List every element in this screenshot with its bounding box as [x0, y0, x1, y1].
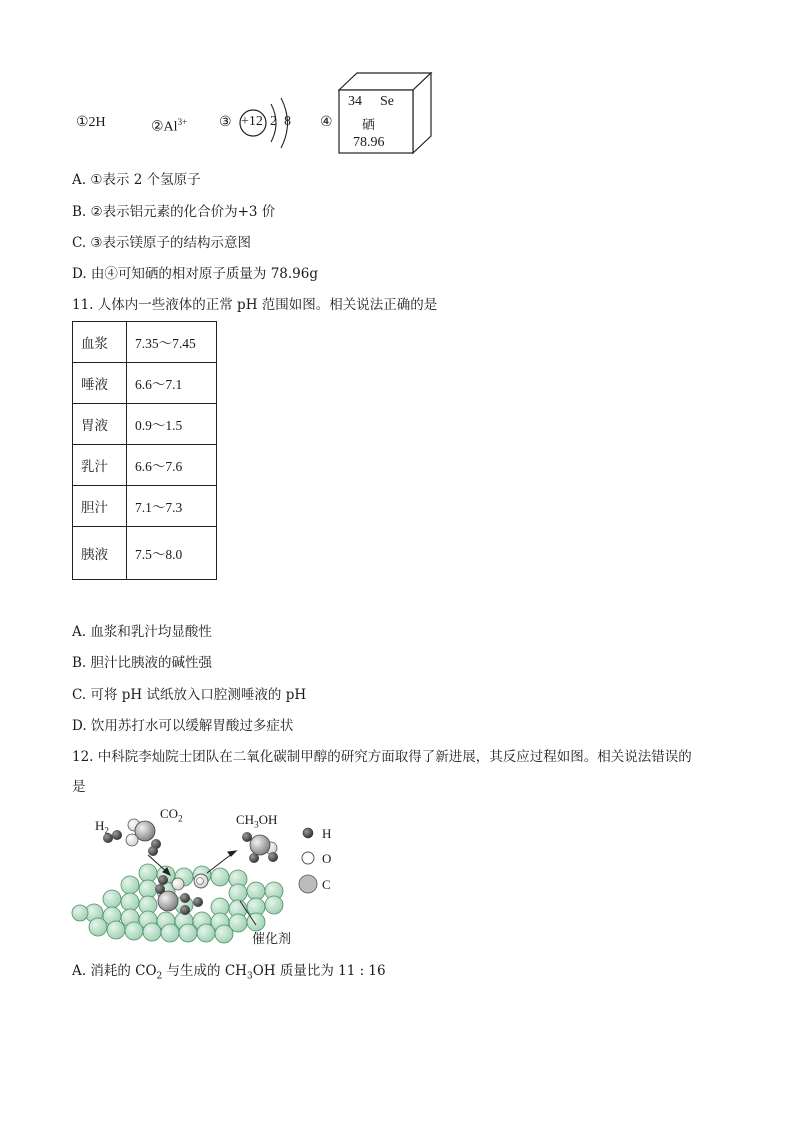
symbol-3-prefix: ③	[219, 115, 232, 130]
table-row: 胆汁 7.1～7.3	[73, 486, 217, 527]
q11-option-a: A. 血浆和乳汁均显酸性	[72, 624, 212, 640]
q10-option-b: B. ②表示铝元素的化合价为+3 价	[72, 204, 276, 220]
q11-option-b: B. 胆汁比胰液的碱性强	[72, 655, 213, 671]
symbol-al3plus: $②Al^{3+}$	[151, 117, 188, 135]
q10-option-c: C. ③表示镁原子的结构示意图	[72, 235, 252, 251]
q12-option-a: A. 消耗的 $CO_2$ 与生成的 $CH_3OH$ 质量比为 11 : 16	[72, 963, 386, 982]
label-ch3oh: $CH_3OH$	[236, 812, 278, 830]
label-catalyst: 催化剂	[252, 932, 292, 947]
q10-option-d: D. 由④可知硒的相对原子质量为 78.96g	[72, 266, 319, 282]
element-symbol: Se	[380, 94, 394, 109]
q12-stem-line2: 是	[72, 779, 86, 795]
q11-option-c: C. 可将 pH 试纸放入口腔测唾液的 pH	[72, 687, 307, 703]
q11-stem: 11. 人体内一些液体的正常 pH 范围如图。相关说法正确的是	[72, 297, 438, 313]
label-h2: $H_2$	[95, 818, 109, 836]
co2-molecule	[126, 819, 161, 856]
q12-stem-line1: 12. 中科院李灿院士团队在二氧化碳制甲醇的研究方面取得了新进展，其反应过程如图。相关说法错误的	[72, 749, 692, 765]
table-row: 胃液 0.9～1.5	[73, 404, 217, 445]
element-mass: 78.96	[353, 135, 385, 150]
adsorbed-molecules	[155, 874, 208, 915]
shell-2-electrons: 8	[284, 114, 291, 129]
ch3oh-molecule	[242, 832, 278, 863]
symbol-2h: ①2H	[76, 115, 106, 130]
nucleus-charge: +12	[241, 114, 263, 129]
legend-h: H	[322, 826, 332, 841]
ph-table	[72, 321, 217, 580]
q11-option-d: D. 饮用苏打水可以缓解胃酸过多症状	[72, 718, 294, 734]
table-row: 乳汁 6.6～7.6	[73, 445, 217, 486]
label-co2: $CO_2$	[160, 806, 183, 824]
table-row: 胰液 7.5～8.0	[73, 527, 217, 580]
atom-legend-symbols	[296, 823, 322, 895]
element-name: 硒	[362, 118, 376, 133]
symbol-4-prefix: ④	[320, 115, 333, 130]
q10-option-a: A. ①表示 2 个氢原子	[72, 172, 201, 188]
element-number: 34	[348, 94, 362, 109]
shell-1-electrons: 2	[270, 114, 277, 129]
legend-o: O	[322, 851, 332, 866]
table-row: 唾液 6.6～7.1	[73, 363, 217, 404]
legend-c: C	[322, 877, 331, 892]
table-row: 血浆 7.35～7.45	[73, 322, 217, 363]
